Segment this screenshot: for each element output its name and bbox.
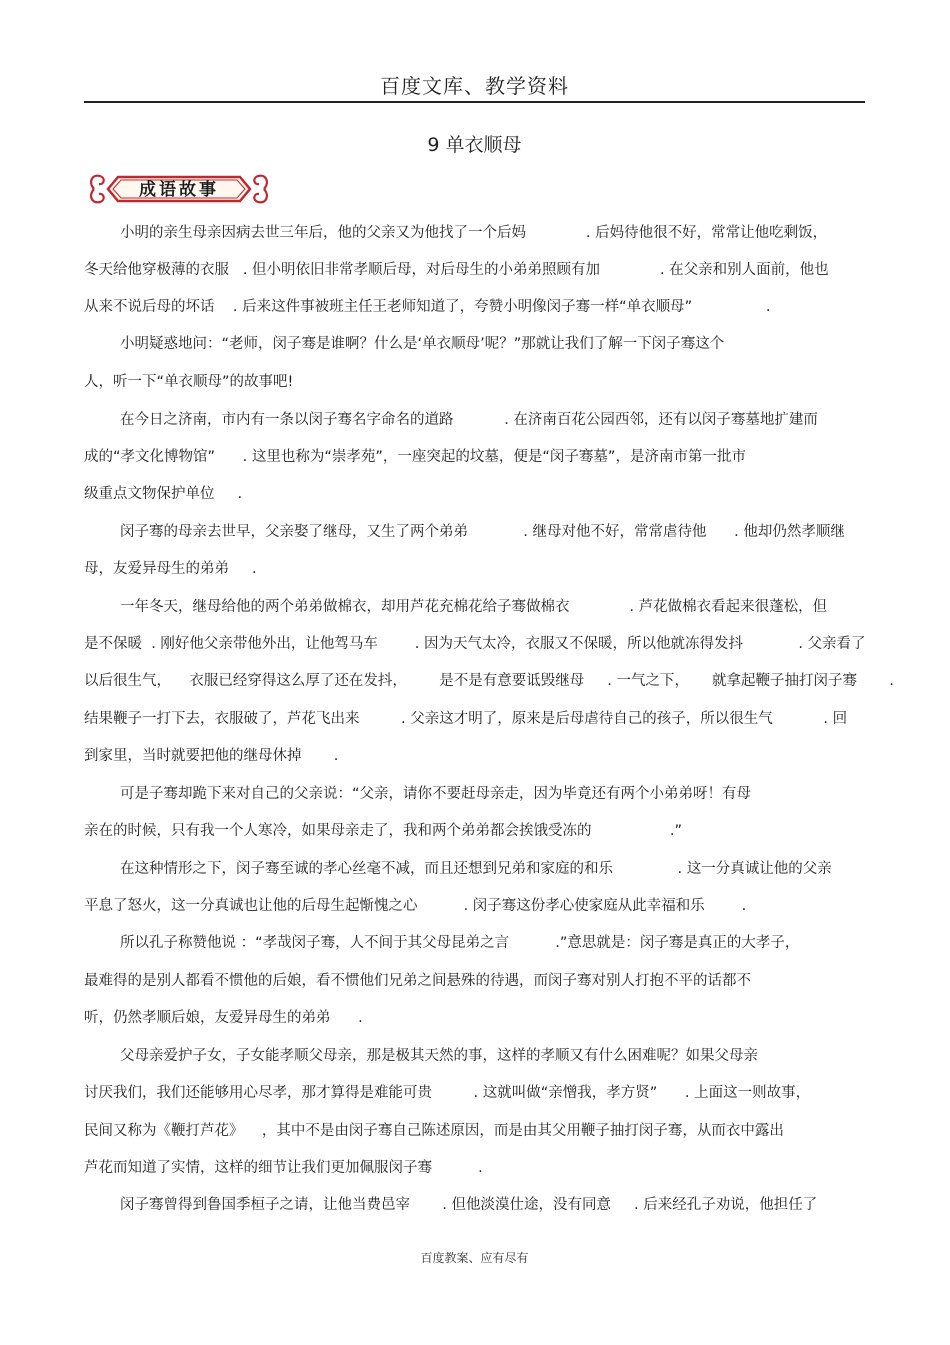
body-line: 所以孔子称赞他说 ：“孝哉闵子骞，人不间于其父母昆弟之言 .”意思就是：闵子骞是真正的大孝子， — [120, 935, 800, 951]
banner-label: 成语故事 — [139, 180, 219, 200]
body-line: 最难得的是别人都看不惯他的后娘，看不惯他们兄弟之间悬殊的待遇，而闵子骞对别人打抱不平的话都不 — [84, 973, 751, 989]
idiom-story-banner — [86, 170, 272, 208]
document-title: 9 单衣顺母 — [427, 134, 522, 156]
body-line: 民间又称为《鞭打芦花》 ，其中不是由闵子骞自己陈述原因，而是由其父用鞭子抽打闵子骞，从而衣中露出 — [84, 1123, 784, 1139]
body-line: 是不保暖 . 刚好他父亲带他外出，让他驾马车 . 因为天气太冷，衣服又不保暖，所以他就冻得发抖 . 父亲看了 — [84, 636, 866, 652]
body-line: 母，友爱异母生的弟弟 . — [84, 561, 257, 577]
body-line: 听，仍然孝顺后娘，友爱异母生的弟弟 . — [84, 1010, 363, 1026]
body-line: 讨厌我们，我们还能够用心尽孝，那才算得是难能可贵 . 这就叫做“亲憎我，孝方贤” . 上面这一则故事， — [84, 1085, 811, 1101]
body-line: 冬天给他穿极薄的衣服 . 但小明依旧非常孝顺后母，对后母生的小弟弟照顾有加 . 在父亲和别人面前，他也 — [84, 262, 829, 278]
body-line: 可是子骞却跪下来对自己的父亲说：“父亲，请你不要赶母亲走，因为毕竟还有两个小弟弟呀！有母 — [120, 786, 752, 802]
body-line: 闵子骞曾得到鲁国季桓子之请，让他当费邑宰 . 但他淡漠仕途，没有同意 . 后来经孔子劝说，他担任了 — [120, 1197, 818, 1213]
body-line: 芦花而知道了实情，这样的细节让我们更加佩服闵子骞 . — [84, 1160, 483, 1176]
page-footer: 百度教案、应有尽有 — [420, 1251, 529, 1265]
body-line: 一年冬天，继母给他的两个弟弟做棉衣，却用芦花充棉花给子骞做棉衣 . 芦花做棉衣看起来很蓬松，但 — [120, 599, 828, 615]
body-line: 人，听一下“单衣顺母”的故事吧! — [84, 374, 294, 390]
body-line: 在这种情形之下，闵子骞至诚的孝心丝毫不减，而且还想到兄弟和家庭的和乐 . 这一分真诚让他的父亲 — [120, 861, 832, 877]
body-line: 结果鞭子一打下去，衣服破了，芦花飞出来 . 父亲这才明了，原来是后母虐待自己的孩子，所以很生气 . 回 — [84, 711, 848, 727]
body-line: 平息了怒火，这一分真诚也让他的后母生起惭愧之心 . 闵子骞这份孝心使家庭从此幸福和乐 . — [84, 898, 747, 914]
body-line: 在今日之济南，市内有一条以闵子骞名字命名的道路 . 在济南百花公园西邻，还有以闵子骞墓地扩建而 — [120, 412, 818, 428]
header-divider — [84, 101, 865, 103]
body-line: 级重点文物保护单位 . — [84, 486, 243, 502]
body-line: 亲在的时候，只有我一个人寒冷，如果母亲走了，我和两个弟弟都会挨饿受冻的 .” — [84, 823, 682, 839]
body-line: 从来不说后母的坏话 . 后来这件事被班主任王老师知道了，夸赞小明像闵子骞一样“单衣顺母” . — [84, 299, 771, 315]
page-header-title: 百度文库、教学资料 — [380, 74, 569, 98]
body-line: 以后很生气， 衣服已经穿得这么厚了还在发抖， 是不是有意要诋毁继母 . 一气之下， 就拿起鞭子抽打闵子骞 . — [84, 673, 894, 689]
banner-ornament-icon — [86, 170, 272, 208]
body-line: 小明疑惑地问：“老师，闵子骞是谁啊？什么是‘单衣顺母’呢？”那就让我们了解一下闵子骞这个 — [120, 336, 725, 352]
body-line: 到家里，当时就要把他的继母休掉 . — [84, 748, 339, 764]
body-line: 父母亲爱护子女，子女能孝顺父母亲，那是极其天然的事，这样的孝顺又有什么困难呢？如果父母亲 — [120, 1048, 758, 1064]
body-line: 成的“孝文化博物馆” . 这里也称为“崇孝苑”，一座突起的坟墓，便是“闵子骞墓”，是济南市第一批市 — [84, 449, 746, 465]
body-line: 闵子骞的母亲去世早，父亲娶了继母，又生了两个弟弟 . 继母对他不好，常常虐待他 . 他却仍然孝顺继 — [120, 524, 845, 540]
body-line: 小明的亲生母亲因病去世三年后，他的父亲又为他找了一个后妈 . 后妈待他很不好，常常让他吃剩饭， — [120, 225, 828, 241]
